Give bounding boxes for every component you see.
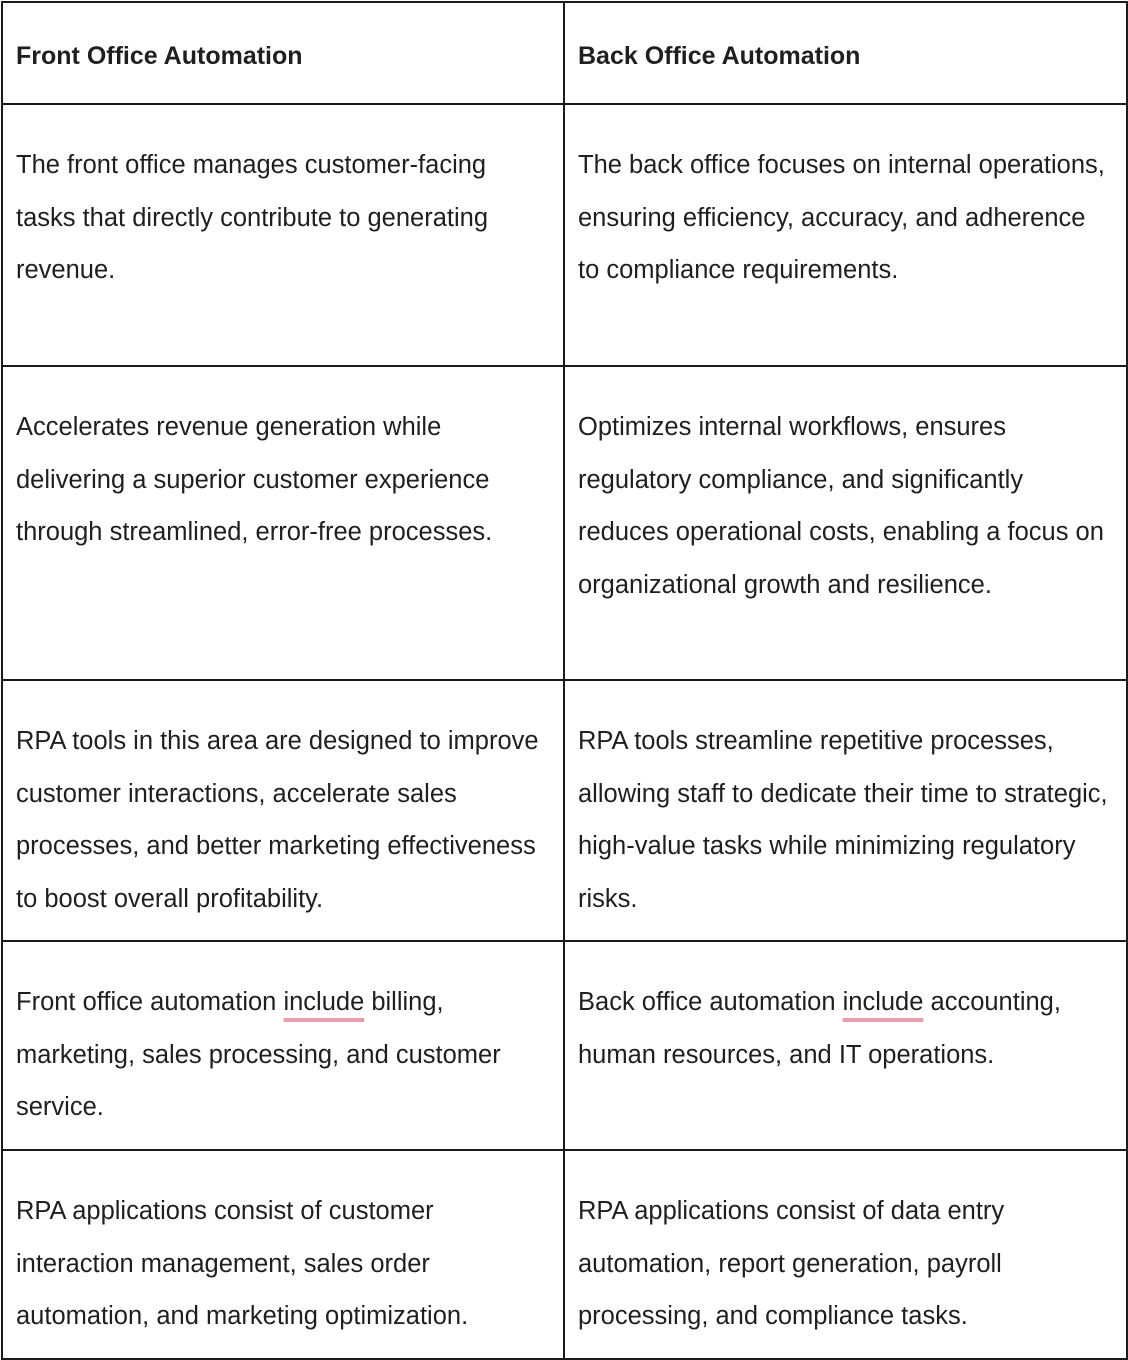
spellcheck-flagged-word[interactable]: include: [283, 988, 365, 1016]
cell-back-definition: The back office focuses on internal operations, ensuring efficiency, accuracy, and adherence to compliance requirements.: [564, 104, 1127, 366]
cell-front-definition: The front office manages customer-facing tasks that directly contribute to generating revenue.: [2, 104, 564, 366]
table-row: [2, 366, 1127, 680]
cell-front-areas: [2, 941, 564, 1150]
header-back-office: Back Office Automation: [564, 2, 1127, 104]
cell-back-benefits: Optimizes internal workflows, ensures regulatory compliance, and significantly reduces operational costs, enabling a focus on organizational growth and resilience.: [564, 366, 1127, 680]
header-front-office: Front Office Automation: [2, 2, 564, 104]
spellcheck-flagged-word[interactable]: include: [842, 988, 924, 1016]
table-row: [2, 680, 1127, 941]
cell-front-benefits: Accelerates revenue generation while delivering a superior customer experience through streamlined, error-free processes.: [2, 366, 564, 680]
comparison-table-container: [1, 1, 1126, 1360]
comparison-table: [1, 1, 1128, 1360]
cell-back-areas: [564, 941, 1127, 1150]
cell-back-applications: RPA applications consist of data entry automation, report generation, payroll processing, and compliance tasks.: [564, 1150, 1127, 1359]
cell-text-segment: Front office automation: [16, 988, 284, 1016]
table-header-row: [2, 2, 1127, 104]
cell-front-rpa-tools: RPA tools in this area are designed to improve customer interactions, accelerate sales processes, and better marketing effectiveness to boost overall profitability.: [2, 680, 564, 941]
cell-text-segment: billing, marketing, sales processing, and customer service.: [16, 988, 501, 1122]
cell-back-rpa-tools: RPA tools streamline repetitive processes, allowing staff to dedicate their time to strategic, high-value tasks while minimizing regulatory risks.: [564, 680, 1127, 941]
cell-text-segment: Back office automation: [578, 988, 843, 1016]
table-row: [2, 941, 1127, 1150]
cell-text-segment: accounting, human resources, and IT operations.: [578, 988, 1061, 1069]
cell-front-applications: RPA applications consist of customer interaction management, sales order automation, and marketing optimization.: [2, 1150, 564, 1359]
table-row: [2, 104, 1127, 366]
table-row: [2, 1150, 1127, 1359]
